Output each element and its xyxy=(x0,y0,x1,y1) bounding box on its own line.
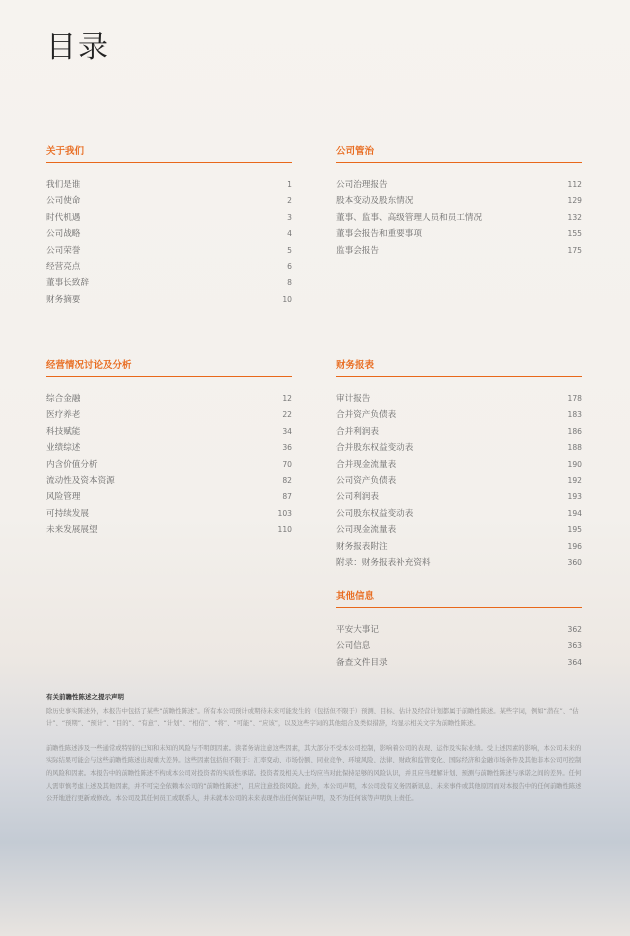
toc-entry[interactable] xyxy=(46,391,292,407)
toc-entry[interactable] xyxy=(46,440,292,456)
toc-entry[interactable] xyxy=(46,275,292,291)
toc-entry[interactable] xyxy=(336,457,582,473)
section-title-about: 关于我们 xyxy=(46,143,292,163)
page-title: 目录 xyxy=(46,30,110,65)
toc-entry[interactable] xyxy=(46,259,292,275)
toc-entry-label: 业绩综述 xyxy=(46,443,81,454)
toc-entry-page-number: 196 xyxy=(567,541,582,551)
toc-entry-page-number: 129 xyxy=(567,196,582,206)
toc-entry-label: 公司使命 xyxy=(46,196,81,207)
toc-entry-label: 合并资产负债表 xyxy=(336,410,397,421)
toc-entry[interactable] xyxy=(336,489,582,505)
toc-entry[interactable] xyxy=(46,210,292,226)
toc-entry[interactable] xyxy=(336,622,582,638)
toc-entry-label: 可持续发展 xyxy=(46,508,89,519)
toc-entry-page-number: 6 xyxy=(287,262,292,272)
toc-entry-label: 公司现金流量表 xyxy=(336,525,397,536)
forward-looking-disclaimer xyxy=(46,691,584,806)
toc-entry-label: 财务报表附注 xyxy=(336,541,388,552)
toc-entry[interactable] xyxy=(46,457,292,473)
toc-entry-page-number: 103 xyxy=(277,508,292,518)
toc-entry-page-number: 1 xyxy=(287,180,292,189)
toc-section-financial xyxy=(336,357,582,571)
toc-section-other xyxy=(336,588,582,671)
toc-entry-label: 时代机遇 xyxy=(46,212,81,223)
disclaimer-paragraph-1: 除历史事实陈述外，本报告中包括了某些“前瞻性陈述”。所有本公司预计或期待未来可能发生的（包括但不限于）预测、目标、估计及经营计划都属于前瞻性陈述。某些字词，例如“潜在”、“估计”、“预期”、“预计”、“目的”、“有意”、“计划”、“相信”、“将”、“可能”、“应该”，以及这些字词的其他组合及类似措辞，均显示相关文字为前瞻性陈述。 xyxy=(46,707,579,728)
toc-entry-page-number: 4 xyxy=(287,229,292,239)
toc-entry-page-number: 178 xyxy=(567,394,582,403)
toc-entry-label: 公司信息 xyxy=(336,641,371,652)
section-title-other: 其他信息 xyxy=(336,588,582,608)
toc-entry[interactable] xyxy=(336,243,582,259)
toc-entry-page-number: 363 xyxy=(567,641,582,651)
toc-entry[interactable] xyxy=(46,424,292,440)
toc-entry-page-number: 3 xyxy=(287,212,292,222)
toc-entry-page-number: 70 xyxy=(282,459,292,469)
toc-entry-page-number: 2 xyxy=(287,196,292,206)
toc-entry-label: 董事长致辞 xyxy=(46,278,89,289)
toc-entry[interactable] xyxy=(46,226,292,242)
section-title-governance: 公司管治 xyxy=(336,143,582,163)
toc-entry-page-number: 360 xyxy=(567,558,582,568)
toc-entry[interactable] xyxy=(336,555,582,571)
toc-entry-page-number: 10 xyxy=(282,294,292,304)
toc-entry-label: 风险管理 xyxy=(46,492,81,503)
toc-entry[interactable] xyxy=(336,226,582,242)
toc-entry[interactable] xyxy=(336,177,582,193)
toc-entry-page-number: 364 xyxy=(567,657,582,667)
toc-section-about xyxy=(46,143,292,308)
toc-entry[interactable] xyxy=(336,655,582,671)
toc-entry[interactable] xyxy=(336,440,582,456)
toc-entry-label: 审计报告 xyxy=(336,394,371,404)
toc-entry[interactable] xyxy=(336,638,582,654)
toc-entry-page-number: 194 xyxy=(567,508,582,518)
toc-entry-page-number: 195 xyxy=(567,525,582,535)
toc-entry-label: 平安大事记 xyxy=(336,625,379,635)
toc-entry-page-number: 190 xyxy=(567,459,582,469)
toc-entry[interactable] xyxy=(336,424,582,440)
section-title-financial: 财务报表 xyxy=(336,357,582,377)
toc-entry[interactable] xyxy=(46,243,292,259)
disclaimer-title: 有关前瞻性陈述之提示声明 xyxy=(46,693,124,701)
toc-entry-page-number: 5 xyxy=(287,245,292,255)
toc-entry-label: 公司荣誉 xyxy=(46,245,81,256)
toc-entry[interactable] xyxy=(46,522,292,538)
toc-entry[interactable] xyxy=(336,522,582,538)
toc-entry-label: 我们是谁 xyxy=(46,180,81,190)
toc-entry-label: 股本变动及股东情况 xyxy=(336,196,414,207)
toc-entry-page-number: 34 xyxy=(282,426,292,436)
toc-entry-label: 流动性及资本资源 xyxy=(46,476,115,487)
toc-entry-page-number: 186 xyxy=(567,426,582,436)
toc-entry-label: 合并现金流量表 xyxy=(336,459,397,470)
toc-entry-page-number: 132 xyxy=(567,212,582,222)
toc-entry-label: 经营亮点 xyxy=(46,262,81,273)
toc-entry[interactable] xyxy=(46,407,292,423)
toc-entry-page-number: 112 xyxy=(567,180,582,189)
toc-entry-page-number: 110 xyxy=(277,525,292,535)
toc-entry[interactable] xyxy=(336,193,582,209)
toc-entry[interactable] xyxy=(336,539,582,555)
toc-entry[interactable] xyxy=(336,391,582,407)
toc-entry[interactable] xyxy=(336,210,582,226)
toc-entry-page-number: 82 xyxy=(282,476,292,486)
toc-entry[interactable] xyxy=(46,292,292,308)
toc-entry[interactable] xyxy=(46,473,292,489)
section-title-analysis: 经营情况讨论及分析 xyxy=(46,357,292,377)
toc-entry-label: 公司资产负债表 xyxy=(336,476,397,487)
toc-entry[interactable] xyxy=(336,506,582,522)
toc-entry-label: 附录：财务报表补充资料 xyxy=(336,558,431,569)
toc-entry-label: 董事、监事、高级管理人员和员工情况 xyxy=(336,212,483,223)
toc-entry-label: 备查文件目录 xyxy=(336,657,388,668)
toc-entry-page-number: 12 xyxy=(282,394,292,403)
toc-entry-page-number: 22 xyxy=(282,410,292,420)
disclaimer-paragraph-2: 前瞻性陈述涉及一些通常或特别的已知和未知的风险与不明朗因素。读者务请注意这些因素，其大部分不受本公司控制，影响着公司的表现、运作及实际业绩。受上述因素的影响，本公司未来的实际结果可能会与这些前瞻性陈述出现重大差异。这些因素包括但不限于：汇率变动、市场份额、同业竞争、环境风险、法律、财政和监管变化、国际经济和金融市场条件及其他非本公司可控制的风险和因素。本报告中的前瞻性陈述不构成本公司对投资者的实质性承诺。投资者及相关人士均应当对此保持足够的风险认识，并且应当理解计划、预测与前瞻性陈述与承诺之间的差异。任何人需审慎考虑上述及其他因素，并不可完全依赖本公司的“前瞻性陈述”，且应注意投资风险。此外，本公司声明，本公司没有义务因新讯息、未来事件或其他原因而对本报告中的任何前瞻性陈述公开地进行更新或修改。本公司及其任何员工或联系人，并未就本公司的未来表现作出任何保证声明，及不为任何该等声明负上责任。 xyxy=(46,744,582,803)
toc-entry-label: 科技赋能 xyxy=(46,426,81,437)
toc-entry-label: 合并股东权益变动表 xyxy=(336,443,414,454)
toc-entry-page-number: 188 xyxy=(567,443,582,453)
toc-entry-page-number: 175 xyxy=(567,245,582,255)
toc-entry-label: 医疗养老 xyxy=(46,410,81,421)
toc-entry-label: 公司利润表 xyxy=(336,492,379,503)
toc-entry[interactable] xyxy=(46,489,292,505)
toc-entry-label: 财务摘要 xyxy=(46,294,81,305)
toc-entry-page-number: 36 xyxy=(282,443,292,453)
toc-entry[interactable] xyxy=(336,473,582,489)
toc-entry-label: 董事会报告和重要事项 xyxy=(336,229,422,240)
toc-entry-page-number: 8 xyxy=(287,278,292,288)
toc-entry[interactable] xyxy=(46,177,292,193)
toc-entry-label: 合并利润表 xyxy=(336,426,379,437)
toc-entry-page-number: 193 xyxy=(567,492,582,502)
toc-entry[interactable] xyxy=(336,407,582,423)
toc-section-analysis xyxy=(46,357,292,539)
toc-entry-label: 监事会报告 xyxy=(336,245,379,256)
toc-entry-label: 公司治理报告 xyxy=(336,180,388,190)
toc-entry-page-number: 362 xyxy=(567,625,582,634)
toc-entry-label: 综合金融 xyxy=(46,394,81,404)
toc-section-governance xyxy=(336,143,582,259)
toc-entry-page-number: 155 xyxy=(567,229,582,239)
toc-entry[interactable] xyxy=(46,506,292,522)
toc-entry-page-number: 87 xyxy=(282,492,292,502)
toc-entry-label: 公司股东权益变动表 xyxy=(336,508,414,519)
toc-entry-page-number: 192 xyxy=(567,476,582,486)
toc-entry-label: 未来发展展望 xyxy=(46,525,98,536)
toc-entry[interactable] xyxy=(46,193,292,209)
toc-entry-page-number: 183 xyxy=(567,410,582,420)
toc-entry-label: 公司战略 xyxy=(46,229,81,240)
toc-entry-label: 内含价值分析 xyxy=(46,459,98,470)
